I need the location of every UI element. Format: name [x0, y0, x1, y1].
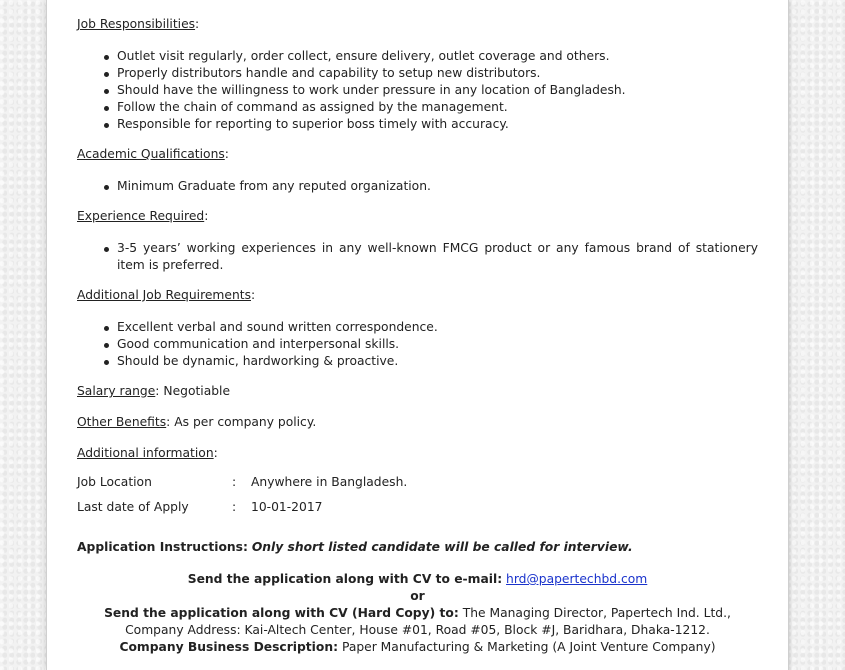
job-location-row: Job Location : Anywhere in Bangladesh. — [77, 475, 408, 489]
email-link[interactable]: hrd@papertechbd.com — [506, 572, 648, 586]
last-date-row: Last date of Apply : 10-01-2017 — [77, 500, 323, 514]
experience-heading: Experience Required: — [77, 209, 209, 223]
email-label: Send the application along with CV to e-mail: — [187, 572, 503, 586]
list-item: Follow the chain of command as assigned by the management. — [77, 99, 758, 116]
experience-list — [77, 240, 758, 274]
benefits-value: As per company policy. — [174, 415, 317, 429]
list-item: Outlet visit regularly, order collect, ensure delivery, outlet coverage and others. — [77, 48, 758, 65]
salary-value: Negotiable — [163, 384, 231, 398]
list-item: Good communication and interpersonal skills. — [77, 336, 758, 353]
job-responsibilities-heading: Job Responsibilities: — [77, 17, 200, 31]
business-line — [77, 639, 758, 656]
list-item: Should be dynamic, hardworking & proactive. — [77, 353, 758, 370]
email-line — [77, 571, 758, 588]
academic-list — [77, 178, 758, 195]
list-item: Should have the willingness to work under pressure in any location of Bangladesh. — [77, 82, 758, 99]
business-value: Paper Manufacturing & Marketing (A Joint Venture Company) — [341, 640, 716, 654]
last-date-label: Last date of Apply — [77, 500, 189, 514]
hardcopy-label: Send the application along with CV (Hard Copy) to: — [104, 606, 459, 620]
last-date-value: 10-01-2017 — [251, 500, 323, 514]
job-responsibilities-list — [77, 48, 758, 133]
application-instructions — [77, 540, 633, 554]
list-item: 3-5 years’ working experiences in any well-known FMCG product or any famous brand of stationery item is preferred. — [77, 240, 758, 274]
list-item: Properly distributors handle and capability to setup new distributors. — [77, 65, 758, 82]
academic-heading: Academic Qualifications: — [77, 147, 229, 161]
list-item: Excellent verbal and sound written correspondence. — [77, 319, 758, 336]
additional-requirements-heading: Additional Job Requirements: — [77, 288, 256, 302]
hardcopy-line — [77, 605, 758, 639]
document-page — [46, 0, 789, 670]
additional-requirements-list — [77, 319, 758, 370]
business-label: Company Business Description: — [119, 640, 339, 654]
benefits-line: Other Benefits: As per company policy. — [77, 415, 317, 429]
additional-info-heading: Additional information: — [77, 446, 218, 460]
application-note: Only short listed candidate will be called for interview. — [251, 540, 633, 554]
salary-line: Salary range: Negotiable — [77, 384, 231, 398]
job-location-value: Anywhere in Bangladesh. — [251, 475, 408, 489]
or-line: or — [410, 589, 425, 603]
list-item: Responsible for reporting to superior boss timely with accuracy. — [77, 116, 758, 133]
job-location-label: Job Location — [77, 475, 152, 489]
list-item: Minimum Graduate from any reputed organization. — [77, 178, 758, 195]
hardcopy-value: The Managing Director, Papertech Ind. Ltd., Company Address: Kai-Altech Center, House #01, Road #05, Block #J, Baridhara, Dhaka-1212. — [125, 606, 731, 637]
application-label: Application Instructions: — [77, 540, 248, 554]
